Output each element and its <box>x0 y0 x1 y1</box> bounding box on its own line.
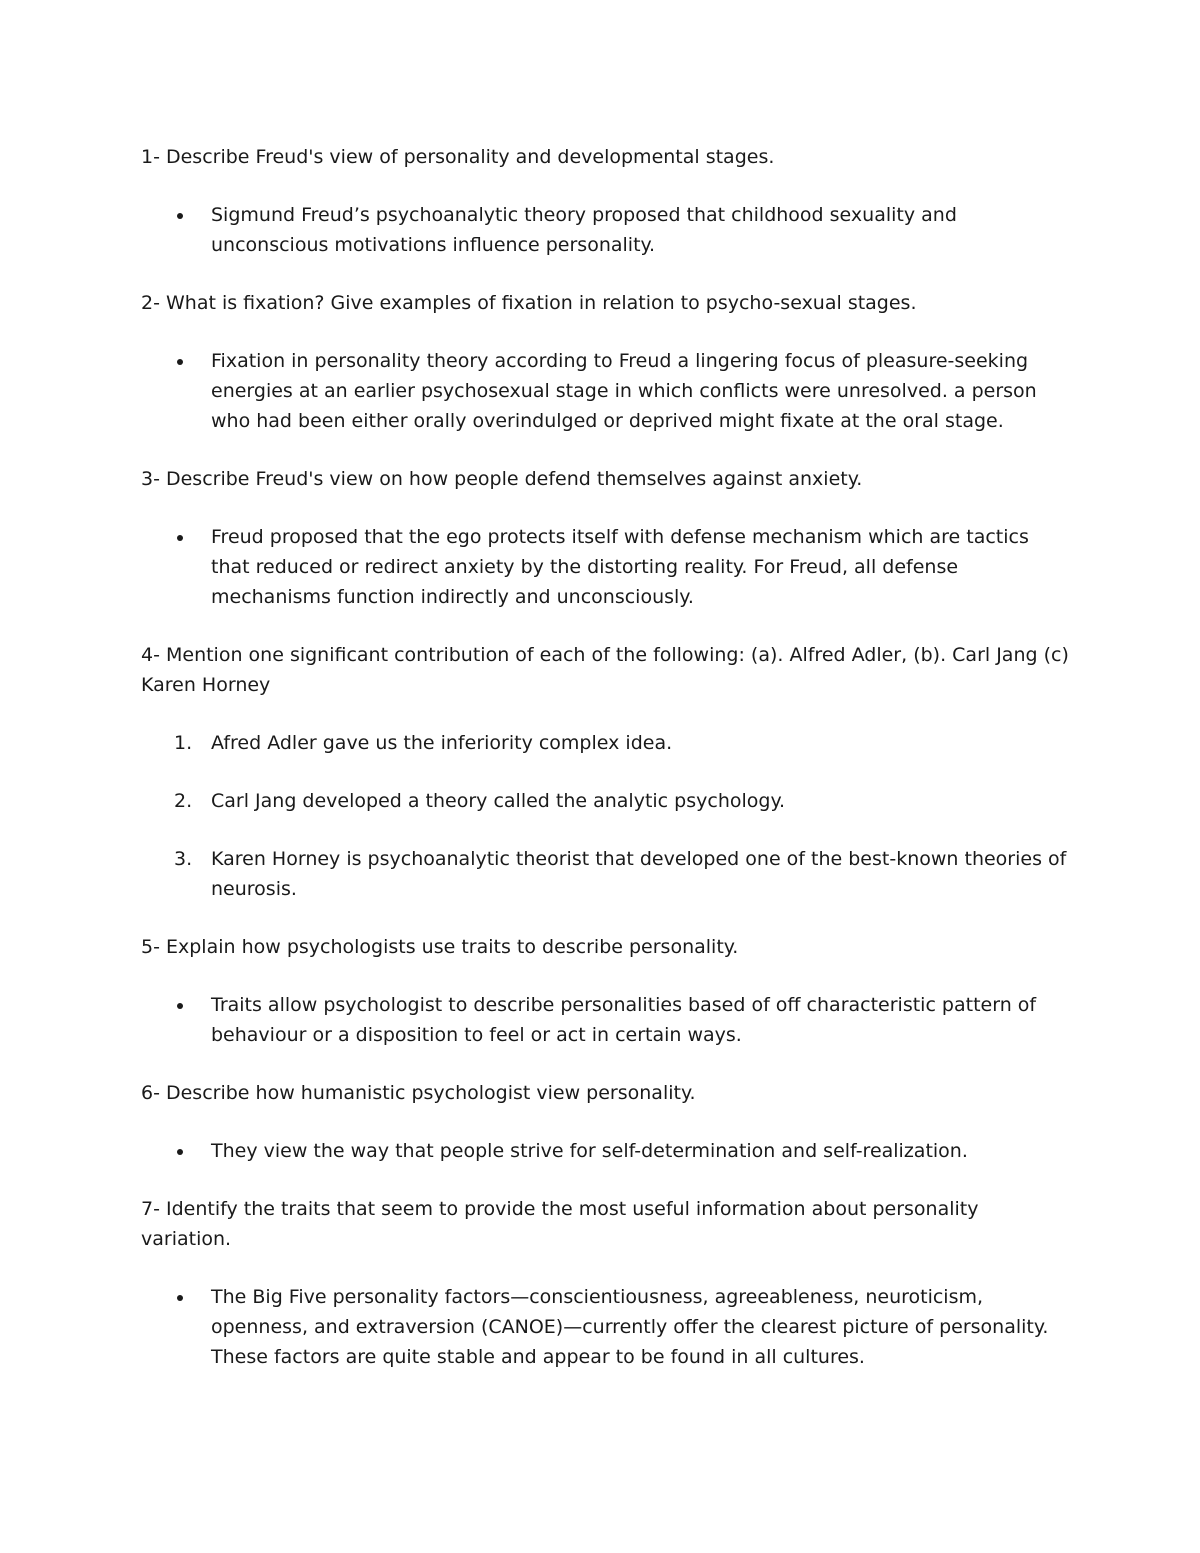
bullet-item: Fixation in personality theory according to Freud a lingering focus of pleasure-seeking energies at an earlier psychosexual stage in which conflicts were unresolved. a person who had been either orally overindulged or deprived might fixate at the oral stage. <box>141 346 1071 436</box>
question-1: 1- Describe Freud's view of personality and developmental stages. <box>141 146 775 168</box>
item-text: Carl Jang developed a theory called the analytic psychology. <box>211 790 786 812</box>
item-number: 3. <box>174 848 193 870</box>
answer-list-4 <box>141 728 1071 904</box>
question-4: 4- Mention one significant contribution of each of the following: (a). Alfred Adler, (b). Carl Jang (c) Karen Horney <box>141 644 1069 696</box>
answer-list-7 <box>141 1282 1071 1372</box>
question-2: 2- What is fixation? Give examples of fixation in relation to psycho-sexual stages. <box>141 292 917 314</box>
answer-list-2 <box>141 346 1071 436</box>
question-5: 5- Explain how psychologists use traits to describe personality. <box>141 936 739 958</box>
numbered-item <box>141 786 1071 816</box>
question-7: 7- Identify the traits that seem to provide the most useful information about personality variation. <box>141 1198 979 1250</box>
answer-list-5 <box>141 990 1071 1050</box>
bullet-item: The Big Five personality factors—conscientiousness, agreeableness, neuroticism, openness, and extraversion (CANOE)—currently offer the clearest picture of personality. These factors are quite stable and appear to be found in all cultures. <box>141 1282 1071 1372</box>
item-text: Afred Adler gave us the inferiority complex idea. <box>211 732 673 754</box>
bullet-item: Freud proposed that the ego protects itself with defense mechanism which are tactics that reduced or redirect anxiety by the distorting reality. For Freud, all defense mechanisms function indirectly and unconsciously. <box>141 522 1071 612</box>
question-6: 6- Describe how humanistic psychologist view personality. <box>141 1082 696 1104</box>
bullet-item: Sigmund Freud’s psychoanalytic theory proposed that childhood sexuality and unconscious motivations influence personality. <box>141 200 1071 260</box>
bullet-item: Traits allow psychologist to describe personalities based of off characteristic pattern of behaviour or a disposition to feel or act in certain ways. <box>141 990 1071 1050</box>
numbered-item <box>141 844 1071 904</box>
item-text: Karen Horney is psychoanalytic theorist that developed one of the best-known theories of neurosis. <box>211 848 1067 900</box>
answer-list-6 <box>141 1136 1071 1166</box>
numbered-item <box>141 728 1071 758</box>
item-number: 2. <box>174 790 193 812</box>
answer-list-1 <box>141 200 1071 260</box>
bullet-item: They view the way that people strive for self-determination and self-realization. <box>141 1136 1071 1166</box>
question-3: 3- Describe Freud's view on how people defend themselves against anxiety. <box>141 468 863 490</box>
document-body <box>141 142 1071 1400</box>
answer-list-3 <box>141 522 1071 612</box>
item-number: 1. <box>174 732 193 754</box>
